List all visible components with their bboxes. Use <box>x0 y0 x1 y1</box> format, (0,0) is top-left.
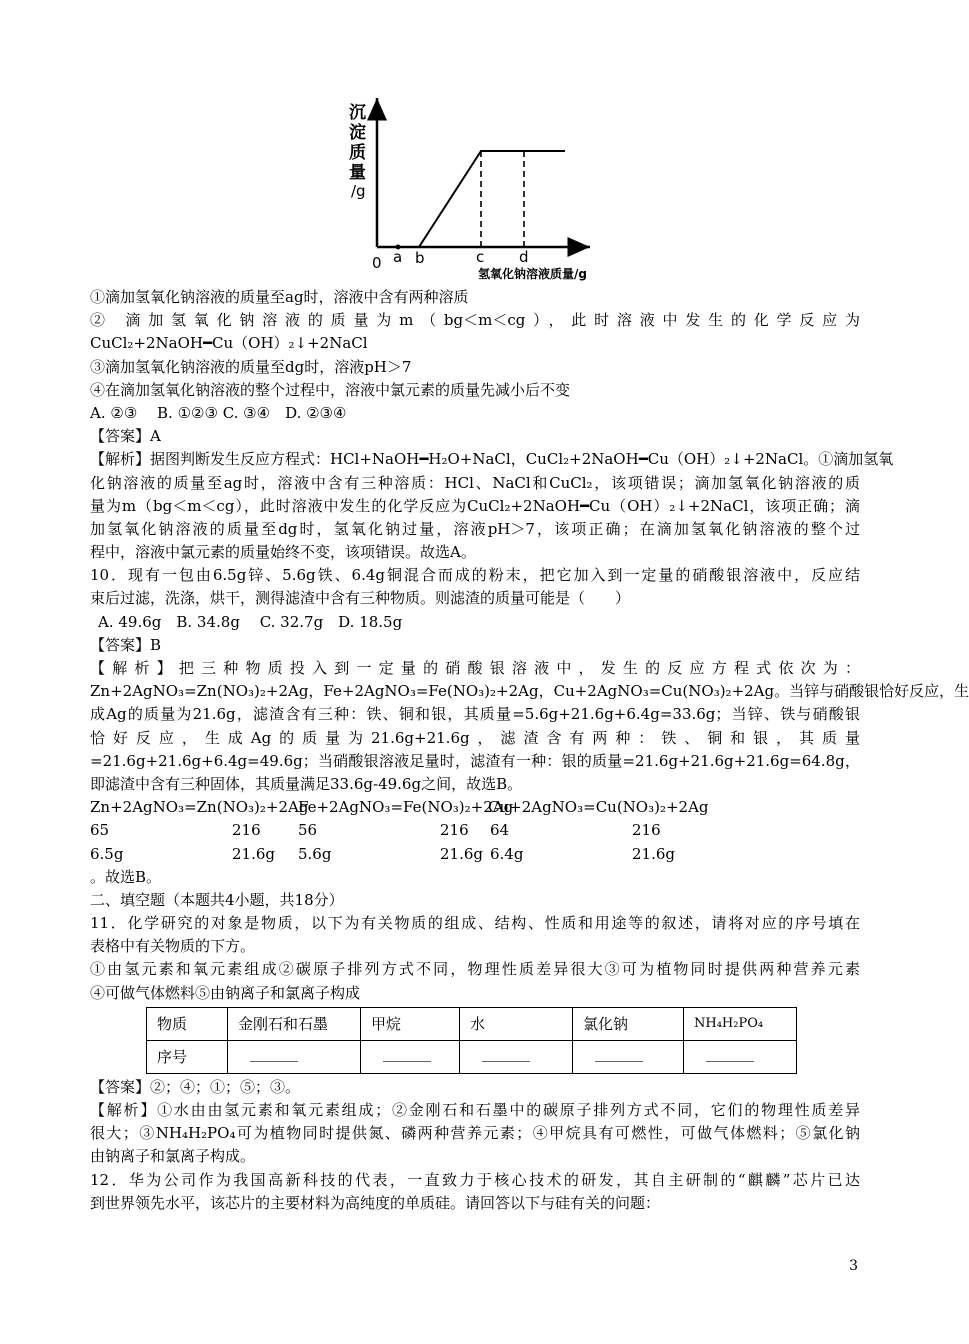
q9-option-3: ③滴加氢氧化钠溶液的质量至dg时，溶液pH＞7 <box>90 357 412 376</box>
x-label: 氢氧化钠溶液质量/g <box>478 267 587 281</box>
calc-cell: 21.6g <box>232 844 276 863</box>
calc-cell: 64 <box>490 821 510 840</box>
q12-stem: 到世界领先水平，该芯片的主要材料为高纯度的单质硅。请回答以下与硅有关的问题： <box>90 1193 661 1212</box>
q9-analysis-line: 加氢氧化钠溶液的质量至dg时，氢氧化钠过量，溶液pH＞7，该项正确；在滴加氢氧化钠溶液的整个过 <box>90 519 860 538</box>
section-2-heading: 二、填空题（本题共4小题，共18分） <box>90 890 344 909</box>
precipitate-graph <box>0 0 950 290</box>
table-row <box>147 1040 797 1073</box>
q9-option-1: ①滴加氢氧化钠溶液的质量至ag时，溶液中含有两种溶质 <box>90 288 469 306</box>
answer-blank[interactable] <box>573 1040 684 1073</box>
q11-stem: ①由氢元素和氧元素组成②碳原子排列方式不同，物理性质差异很大③可为植物同时提供两种营养元素 <box>90 960 860 979</box>
q10-end: 。故选B。 <box>90 867 162 886</box>
q10-calc-values <box>90 843 860 866</box>
calc-cell: 6.5g <box>90 844 124 863</box>
y-label-3: 质 <box>349 143 366 163</box>
q11-answer: 【答案】②；④；①；⑤；③。 <box>90 1077 301 1096</box>
answer-blank[interactable] <box>228 1040 361 1073</box>
q10-calc-masses <box>90 819 860 842</box>
calc-cell: 56 <box>298 821 318 840</box>
y-label-2: 淀 <box>349 123 366 143</box>
calc-cell: 6.4g <box>490 844 524 863</box>
y-label-1: 沉 <box>349 103 366 123</box>
q10-analysis-line: 成Ag的质量为21.6g，滤渣含有三种：铁、铜和银，其质量=5.6g+21.6g+6.4g=33.6g；当锌、铁与硝酸银 <box>90 705 860 724</box>
precipitate-line <box>419 151 565 247</box>
q9-choices: A. ②③ B. ①②③ C. ③④ D. ②③④ <box>90 403 347 422</box>
document-body <box>90 286 969 1215</box>
q11-stem: ④可做气体燃料⑤由钠离子和氯离子构成 <box>90 983 361 1002</box>
q11-analysis-line: 很大；③NH₄H₂PO₄可为植物同时提供氮、磷两种营养元素；④甲烷具有可燃性，可做气体燃料；⑤氯化钠 <box>90 1124 860 1143</box>
origin-label: 0 <box>372 254 382 272</box>
answer-blank[interactable] <box>684 1040 797 1073</box>
table-header-row <box>147 1007 797 1040</box>
calc-eq-cu: Cu+2AgNO₃=Cu(NO₃)₂+2Ag <box>488 798 709 817</box>
answer-blank[interactable] <box>361 1040 460 1073</box>
point-a-label: a <box>393 248 403 266</box>
table-cell: 水 <box>460 1007 573 1040</box>
q10-stem: 10．现有一包由6.5g锌、5.6g铁、6.4g铜混合而成的粉末，把它加入到一定量的硝酸银溶液中，反应结 <box>90 566 860 585</box>
q9-analysis-line: 量为m（bg＜m＜cg），此时溶液中发生的化学反应为CuCl₂+2NaOH━Cu（OH）₂↓+2NaCl，该项正确；滴 <box>90 496 860 515</box>
calc-cell: 216 <box>632 821 661 840</box>
table-cell: NH₄H₂PO₄ <box>684 1007 797 1040</box>
q10-analysis-line: 【解析】把三种物质投入到一定量的硝酸银溶液中，发生的反应方程式依次为： <box>90 659 860 677</box>
table-cell: 序号 <box>147 1040 228 1073</box>
calc-cell: 65 <box>90 821 110 840</box>
q11-stem: 表格中有关物质的下方。 <box>90 937 256 956</box>
calc-cell: 216 <box>440 821 469 840</box>
calc-cell: 5.6g <box>298 844 332 863</box>
calc-cell: 21.6g <box>632 844 676 863</box>
q11-analysis-line: 由钠离子和氯离子构成。 <box>90 1147 256 1166</box>
calc-eq-fe: Fe+2AgNO₃=Fe(NO₃)₂+2Ag <box>298 798 514 817</box>
q11-analysis-line: 【解析】①水由由氢元素和氧元素组成；②金刚石和石墨中的碳原子排列方式不同，它们的物理性质差异 <box>90 1101 860 1119</box>
y-label-4: 量 <box>349 163 366 183</box>
q10-analysis-line: =21.6g+21.6g+6.4g=49.6g；当硝酸银溶液足量时，滤渣有一种：银的质量=21.6g+21.6g+21.6g=64.8g， <box>90 751 860 770</box>
q10-calc-equations <box>90 796 860 819</box>
answer-blank[interactable] <box>460 1040 573 1073</box>
table-cell: 物质 <box>147 1007 228 1040</box>
q12-stem: 12．华为公司作为我国高新科技的代表，一直致力于核心技术的研发，其自主研制的“麒麟”芯片已达 <box>90 1170 860 1189</box>
y-label-unit: /g <box>351 182 366 200</box>
point-b-label: b <box>415 249 425 267</box>
table-cell: 氯化钠 <box>573 1007 684 1040</box>
q9-analysis-line: 化钠溶液的质量至ag时，溶液中含有三种溶质：HCl、NaCl和CuCl₂，该项错误；滴加氢氧化钠溶液的质 <box>90 473 860 492</box>
table-cell: 甲烷 <box>361 1007 460 1040</box>
q11-stem: 11．化学研究的对象是物质，以下为有关物质的组成、结构、性质和用途等的叙述，请将对应的序号填在 <box>90 914 860 933</box>
q9-analysis-line: 程中，溶液中氯元素的质量始终不变，该项错误。故选A。 <box>90 543 476 562</box>
page-number: 3 <box>849 1258 858 1274</box>
calc-cell: 21.6g <box>440 844 484 863</box>
q11-table <box>146 1007 797 1074</box>
table-cell: 金刚石和石墨 <box>228 1007 361 1040</box>
q9-analysis-line: 【解析】据图判断发生反应方程式：HCl+NaOH━H₂O+NaCl，CuCl₂+2NaOH━Cu（OH）₂↓+2NaCl。①滴加氢氧 <box>90 450 894 469</box>
q9-option-4: ④在滴加氢氧化钠溶液的整个过程中，溶液中氯元素的质量先减小后不变 <box>90 380 571 399</box>
q10-analysis-line: 恰好反应，生成Ag的质量为21.6g+21.6g，滤渣含有两种：铁、铜和银，其质量 <box>90 728 860 747</box>
q10-choices: A. 49.6g B. 34.8g C. 32.7g D. 18.5g <box>98 612 403 631</box>
q10-answer: 【答案】B <box>90 635 162 654</box>
q9-option-2: ② 滴加氢氧化钠溶液的质量为m（bg＜m＜cg），此时溶液中发生的化学反应为 <box>90 311 860 330</box>
q11-table-wrap <box>146 1007 860 1074</box>
q9-option-2-equation: CuCl₂+2NaOH━Cu（OH）₂↓+2NaCl <box>90 334 368 353</box>
q9-answer: 【答案】A <box>90 427 161 446</box>
q10-analysis-line: 即滤渣中含有三种固体，其质量满足33.6g-49.6g之间，故选B。 <box>90 774 523 793</box>
point-c-label: c <box>476 248 485 266</box>
q10-analysis-line: Zn+2AgNO₃=Zn(NO₃)₂+2Ag，Fe+2AgNO₃=Fe(NO₃)₂+2Ag，Cu+2AgNO₃=Cu(NO₃)₂+2Ag。当锌与硝酸银恰好反应，生 <box>90 682 969 701</box>
point-d-label: d <box>519 248 529 266</box>
calc-eq-zn: Zn+2AgNO₃=Zn(NO₃)₂+2Ag <box>90 798 309 817</box>
calc-cell: 216 <box>232 821 261 840</box>
q10-stem: 束后过滤，洗涤，烘干，测得滤渣中含有三种物质。则滤渣的质量可能是（ ） <box>90 589 631 608</box>
